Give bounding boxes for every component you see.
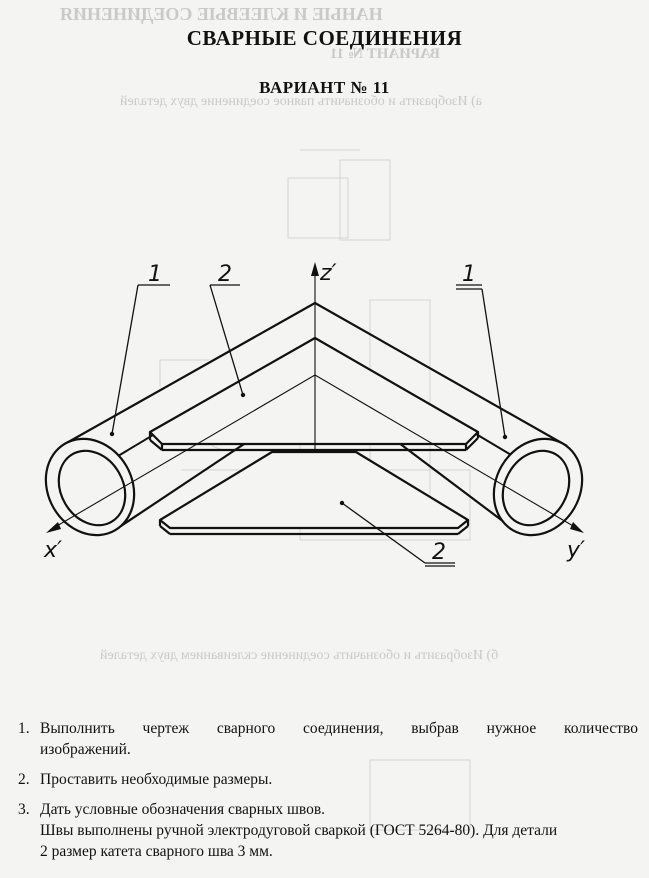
task-text: Швы выполнены ручной электродуговой сваркой (ГОСТ 5264-80). Для детали: [40, 822, 558, 839]
variant-heading: ВАРИАНТ № 11: [259, 78, 390, 97]
y-axis-label: y′: [567, 538, 586, 563]
task-text: Дать условные обозначения сварных швов.: [40, 801, 326, 818]
bleed-through-text: ВАРИАНТ № 11: [330, 46, 440, 62]
task-number: 1.: [18, 720, 30, 737]
task-number: 2.: [18, 771, 30, 788]
z-axis-label: z′: [320, 261, 337, 286]
part-label-bottom-plate: 2: [432, 540, 446, 565]
task-text: изображений.: [40, 741, 131, 758]
task-text: Проставить необходимые размеры.: [40, 771, 273, 788]
bottom-plate: [160, 452, 468, 528]
part-label-right-tube: 1: [462, 262, 476, 287]
part-label-left-tube: 1: [148, 262, 162, 287]
task-list: [18, 718, 638, 871]
x-axis-label: x′: [44, 538, 63, 563]
task-item: [18, 718, 638, 760]
bleed-through-text: НАНЫЕ И КЛЕЕВЫЕ СОЕДИНЕНИЯ: [60, 4, 383, 24]
task-item: [18, 769, 638, 790]
part-label-top-plate: 2: [218, 262, 232, 287]
bleed-through-text: а) Изобразить и обозначить паяное соединение двух деталей: [120, 94, 482, 109]
task-text: 2 размер катета сварного шва 3 мм.: [40, 843, 273, 860]
bleed-through-text: б) Изобразить и обозначить соединение склеиванием двух деталей: [100, 648, 499, 663]
page-title: СВАРНЫЕ СОЕДИНЕНИЯ: [186, 26, 463, 50]
task-number: 3.: [18, 801, 30, 818]
task-text: Выполнить чертеж сварного соединения, выбрав нужное количество: [40, 720, 638, 737]
task-item: [18, 799, 638, 862]
